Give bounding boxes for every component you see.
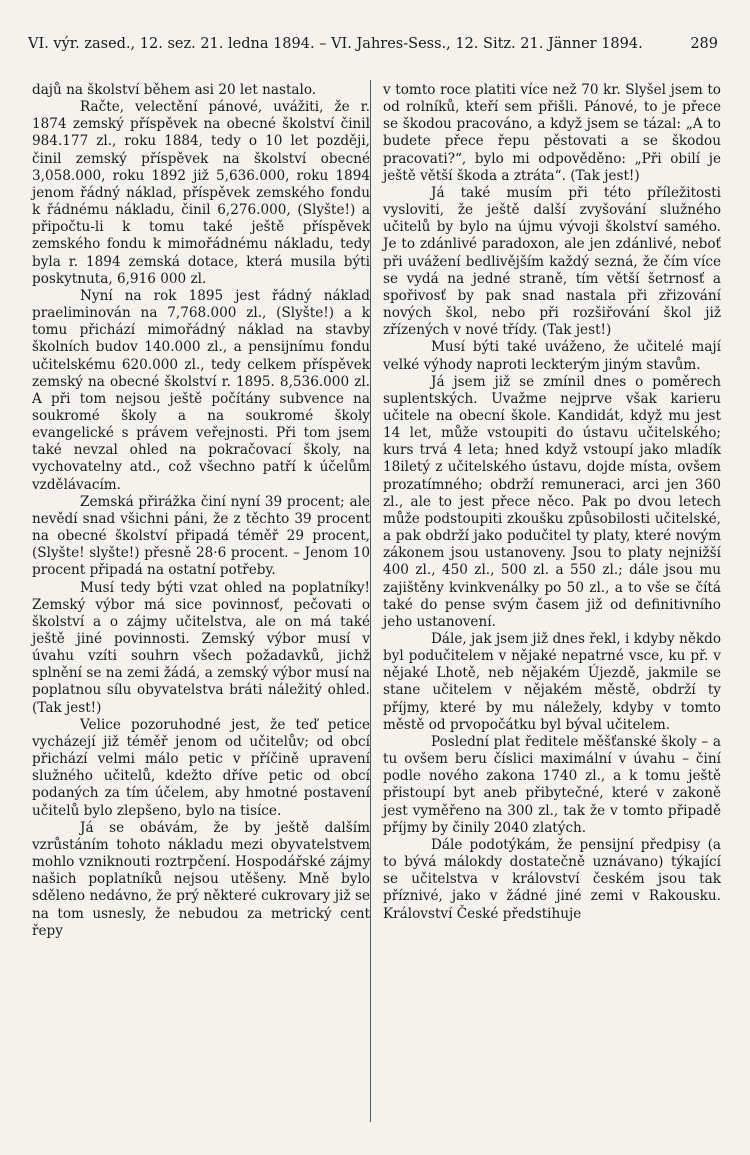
- paragraph: Já také musím při této příležitosti vysloviti, že ještě další zvyšování služného učitelů by bylo na újmu vývoji školství samého. Je to zdánlivé paradoxon, ale jen zdánlivé, neboť při uvážení bedlivějším každý sezná, že čím více se vydá na jedné straně, tím větší šetrnosť a spořivosť by pak snad nastala při zřizování nových škol, nebo při rozšiřování škol již zřízených v nové třídy. (Tak jest!): [383, 184, 721, 339]
- right-column: [383, 82, 721, 923]
- paragraph: dajů na školství během asi 20 let nastalo.: [32, 82, 317, 98]
- paragraph: Poslední plat ředitele měšťanské školy – a tu ovšem beru číslici maximální v úvahu – činí podle nového zakona 1740 zl., a k tomu ještě přistoupí byt aneb přibytečné, které v zakoně jest vyměřeno na 300 zl., tak že v tomto připadě příjmy by činily 2040 zlatých.: [383, 733, 721, 836]
- running-header: [28, 36, 718, 52]
- paragraph: Velice pozoruhodné jest, že teď petice vycházejí již téměř jenom od učitelův; od obcí přichází velmi málo petic v příčině upravení služného učitelů, kdežto dříve petic od obcí podaných za tím účelem, aby hmotné postavení učitelů bylo zlepšeno, bylo na tisíce.: [32, 716, 370, 819]
- page-number: 289: [690, 36, 718, 52]
- paragraph: Dále, jak jsem již dnes řekl, i kdyby někdo byl podučitelem v nějaké nepatrné vsce, ku př. v nějaké Lhotě, neb nějakém Újezdě, jakmile se stane učitelem v nějakém městě, obdrží ty příjmy, které by mu náležely, kdyby v tomto městě od prvopočátku byl býval učitelem.: [383, 631, 721, 733]
- paragraph: Musí býti také uváženo, že učitelé mají velké výhody naproti leckterým jiným stavům.: [383, 339, 721, 373]
- paragraph: v tomto roce platiti více než 70 kr. Slyšel jsem to od rolníků, kteří sem přišli. Pánové, to je přece se škodou pracováno, a když jsem se tázal: „A to budete přece řepu pěstovati a se škodou pracovati?“, bylo mi odpověděno: „Při obilí je ještě větší škoda a ztráta“. (Tak jest!): [383, 82, 721, 184]
- paragraph: Zemská přirážka činí nyní 39 procent; ale nevědí snad všichni páni, že z těchto 39 procent na obecné školství připadá téměř 29 procent, (Slyšte! slyšte!) přesně 28·6 procent. – Jenom 10 procent připadá na ostatní potřeby.: [32, 493, 370, 579]
- paragraph: Já jsem již se zmínil dnes o poměrech suplentských. Uvažme nejprve však karieru učitele na obecní škole. Kandidát, když mu jest 14 let, může vstoupiti do ústavu učitelského; kurs trvá 4 leta; hned když vstoupí jako mladík 18iletý z učitelského ústavu, dojde místa, ovšem prozatímného; obdrží remuneraci, arci jen 360 zl., ale to jest přece něco. Pak po dvou letech může podstoupiti zkoušku způsobilosti učitelské, a pak obdrží jako podučitel ty platy, které novým zákonem jsou ustanoveny. Jsou to platy nejnižší 400 zl., 450 zl., 500 zl. a 550 zl.; dále jsou mu zajištěny kvinkvenálky po 50 zl., a to vše se čítá také do pense svým časem již od definitivního jeho ustanovení.: [383, 373, 721, 630]
- paragraph: Nyní na rok 1895 jest řádný náklad praeliminován na 7,768.000 zl., (Slyšte!) a k tomu přichází mimořádný náklad na stavby školních budov 140.000 zl., a pensijnímu fondu učitelskému 620.000 zl., tedy celkem příspěvek zemský na obecné školství r. 1895. 8,536.000 zl. A při tom nejsou ještě počítány subvence na soukromé školy a na soukromé školy evangelické s právem veřejnosti. Při tom jsem také nevzal ohled na pokračovací školy, na vychovatelny atd., což všechno patří k účelům vzdělávacím.: [32, 287, 370, 493]
- left-column: [32, 82, 370, 940]
- paragraph: Dále podotýkám, že pensijní předpisy (a to bývá málokdy dostatečně uznávano) týkající se učitelstva v království českém jsou tak příznivé, jako v žádné jiné zemi v Rakousku. Království České předstihuje: [383, 836, 721, 922]
- header-title: VI. výr. zased., 12. sez. 21. ledna 1894. – VI. Jahres-Sess., 12. Sitz. 21. Jänner 1894.: [28, 36, 643, 52]
- paragraph: Já se obávám, že by ještě dalším vzrůstáním tohoto nákladu mezi obyvatelstvem mohlo vzniknouti roztrpčení. Hospodářské zájmy našich poplatníků nejsou utěšeny. Mně bylo sděleno nedávno, že prý některé cukrovary již se na tom usnesly, že nebudou za metrický cent řepy: [32, 819, 370, 939]
- paragraph: Račte, velectění pánové, uvážiti, že r. 1874 zemský příspěvek na obecné školství činil 984.177 zl., roku 1884, tedy o 10 let později, činil zemský příspěvek na školství obecné 3,058.000, roku 1892 již 5,636.000, roku 1894 jenom řádný náklad, příspěvek zemského fondu k řádnému nákladu, činil 6,276.000, (Slyšte!) a připočtu-li k tomu také ještě příspěvek zemského fondu k mimořádnému nákladu, tedy byla r. 1894 zemská dotace, která musila býti poskytnuta, 6,916 000 zl.: [32, 99, 370, 287]
- column-divider: [370, 80, 371, 1122]
- paragraph: Musí tedy býti vzat ohled na poplatníky! Zemský výbor má sice povinnosť, pečovati o školství a o zájmy učitelstva, ale on má také ještě jiné povinnosti. Zemský výbor musí v úvahu vzíti souhrn všech požadavků, jichž splnění se na zemi žádá, a zemský výbor musí na poplatnou sílu obyvatelstva bráti náležitý ohled. (Tak jest!): [32, 579, 370, 716]
